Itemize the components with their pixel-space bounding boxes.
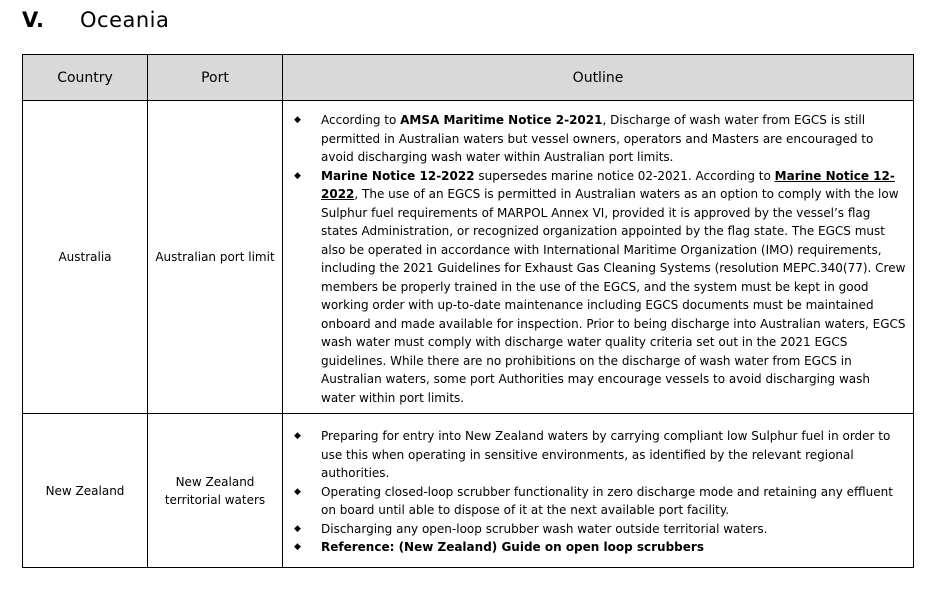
section-heading <box>22 8 169 32</box>
oceania-table <box>22 54 914 568</box>
diamond-bullet-icon: ◆ <box>294 170 301 181</box>
diamond-bullet-icon: ◆ <box>294 523 301 534</box>
header-country: Country <box>23 55 148 101</box>
diamond-bullet-icon: ◆ <box>294 431 301 441</box>
section-title: Oceania <box>80 8 170 32</box>
table-row <box>23 414 914 568</box>
diamond-bullet-icon: ◆ <box>294 542 301 552</box>
list-item: ◆ Marine Notice 12-2022 supersedes marine notice 02-2021. According to Marine Notice 12-2022, The use of an EGCS is permitted in Australian waters as an option to comply with the low Sulphur fuel requirements of MARPOL Annex VI, provided it is approved by the vessel’s flag states Administration, or recognized organization appointed by the flag state. The EGCS must also be operated in accordance with International Maritime Organization (IMO) requirements, including the 2021 Guidelines for Exhaust Gas Cleaning Systems (resolution MEPC.340(77). Crew members be properly trained in the use of the EGCS, and the system must be kept in good working order with up-to-date maintenance including EGCS documents must be maintained onboard and made available for inspection. Prior to being discharge into Australian waters, EGCS wash water must comply with discharge water quality criteria set out in the 2021 EGCS guidelines. While there are no prohibitions on the discharge of wash water from EGCS in Australian waters, some port Authorities may encourage vessels to avoid discharging wash water within port limits. <box>294 168 906 405</box>
reference-link[interactable]: Reference: (New Zealand) Guide on open loop scrubbers <box>321 540 704 554</box>
notice-reference: Marine Notice 12-2022 <box>321 168 475 183</box>
outline-cell <box>283 414 914 568</box>
list-item: ◆ According to AMSA Maritime Notice 2-2021, Discharge of wash water from EGCS is still permitted in Australian waters but vessel owners, operators and Masters are encouraged to avoid discharging wash water within Australian port limits. <box>294 113 874 164</box>
list-item[interactable] <box>283 538 913 557</box>
header-outline: Outline <box>283 55 914 101</box>
header-port: Port <box>148 55 283 101</box>
country-cell: New Zealand <box>23 414 148 568</box>
list-item: ◆ Preparing for entry into New Zealand waters by carrying compliant low Sulphur fuel in order to use this when operating in sensitive environments, as identified by the relevant regional authorities. <box>294 429 891 480</box>
list-item: ◆ Operating closed-loop scrubber functionality in zero discharge mode and retaining any effluent on board until able to dispose of it at the next available port facility. <box>294 484 893 517</box>
list-item: ◆ Discharging any open-loop scrubber wash water outside territorial waters. <box>283 520 913 539</box>
table-header-row <box>23 55 914 101</box>
outline-cell <box>283 101 914 414</box>
section-number: V. <box>22 8 45 32</box>
notice-reference: AMSA Maritime Notice 2-2021 <box>400 113 603 127</box>
table-row <box>23 101 914 414</box>
diamond-bullet-icon: ◆ <box>294 486 301 497</box>
country-cell: Australia <box>23 101 148 414</box>
notice-reference: Marine Notice 12-2022 <box>321 168 895 201</box>
diamond-bullet-icon: ◆ <box>294 115 301 125</box>
port-cell: Australian port limit <box>148 101 283 414</box>
port-cell: New Zealand territorial waters <box>148 414 283 568</box>
